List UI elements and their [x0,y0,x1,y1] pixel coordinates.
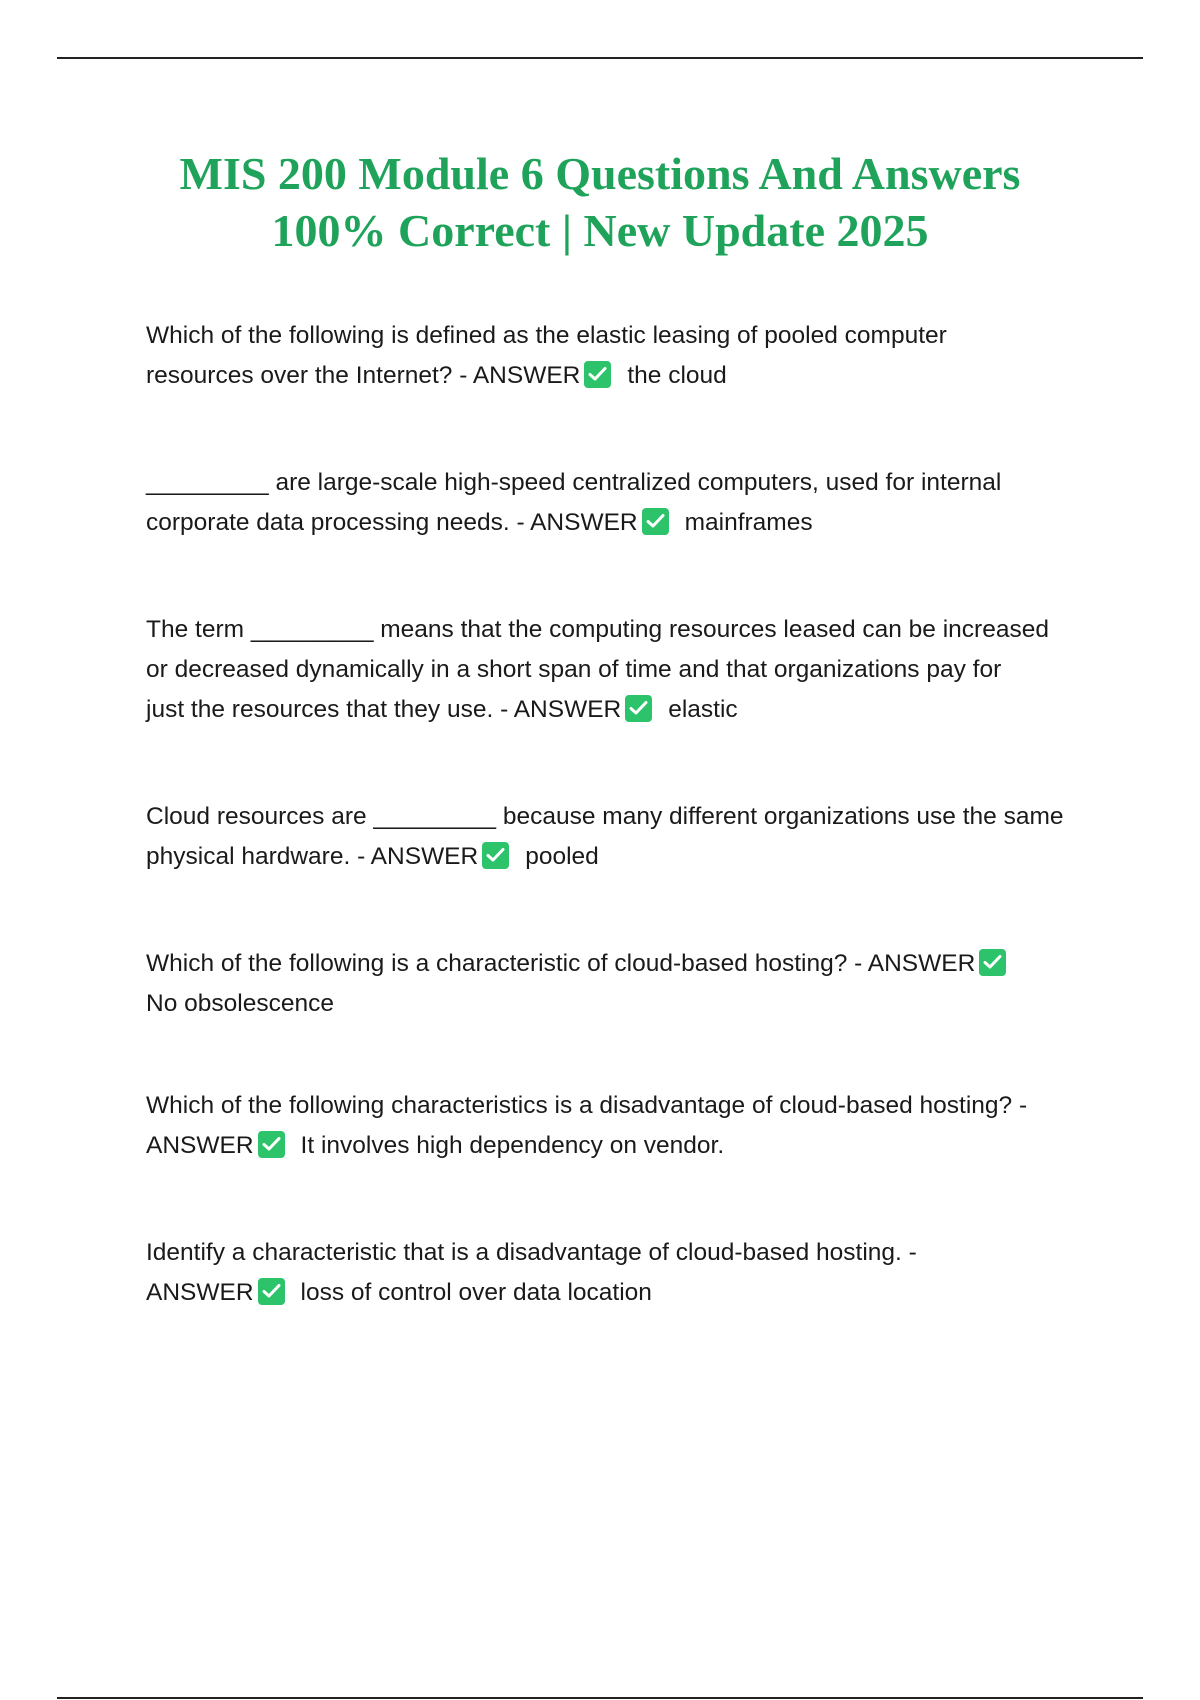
answer-text: It involves high dependency on vendor. [300,1132,725,1159]
qa-item [146,944,1096,1024]
question-text: Which of the following is defined as the elastic leasing of pooled computer [146,322,947,349]
question-text: ANSWER [146,1132,254,1159]
title-line-1: MIS 200 Module 6 Questions And Answers [179,148,1021,199]
question-text: ANSWER [146,1279,254,1306]
answer-text: pooled [525,843,599,870]
question-text: Cloud resources are _________ because many different organizations use the same [146,803,1064,830]
question-text: Which of the following characteristics is a disadvantage of cloud-based hosting? - [146,1092,1028,1119]
question-text: Identify a characteristic that is a disadvantage of cloud-based hosting. - [146,1239,917,1266]
answer-text: elastic [668,696,738,723]
check-box-icon [625,695,652,722]
qa-item [146,797,1096,877]
answer-text: No obsolescence [146,990,334,1017]
check-box-icon [482,842,509,869]
question-text: resources over the Internet? - ANSWER [146,362,581,389]
qa-item [146,610,1096,730]
question-text: The term _________ means that the computing resources leased can be increased [146,616,1049,643]
qa-item [146,1086,1096,1166]
page-title [120,145,1080,259]
qa-item [146,1233,1096,1313]
question-text: Which of the following is a characteristic of cloud-based hosting? - ANSWER [146,950,976,977]
question-text: or decreased dynamically in a short span of time and that organizations pay for [146,656,1002,683]
top-rule [57,57,1143,59]
check-box-icon [258,1131,285,1158]
qa-item [146,316,1096,396]
qa-list [146,316,1096,1313]
check-box-icon [979,949,1006,976]
title-line-2: 100% Correct | New Update 2025 [271,205,929,256]
bottom-rule [57,1697,1143,1699]
qa-item [146,463,1096,543]
question-text: physical hardware. - ANSWER [146,843,479,870]
question-text: just the resources that they use. - ANSWER [146,696,622,723]
question-text: _________ are large-scale high-speed centralized computers, used for internal [146,469,1002,496]
answer-text: loss of control over data location [300,1279,652,1306]
check-box-icon [642,508,669,535]
answer-text: the cloud [627,362,727,389]
question-text: corporate data processing needs. - ANSWER [146,509,638,536]
check-box-icon [584,361,611,388]
answer-text: mainframes [684,509,813,536]
check-box-icon [258,1278,285,1305]
